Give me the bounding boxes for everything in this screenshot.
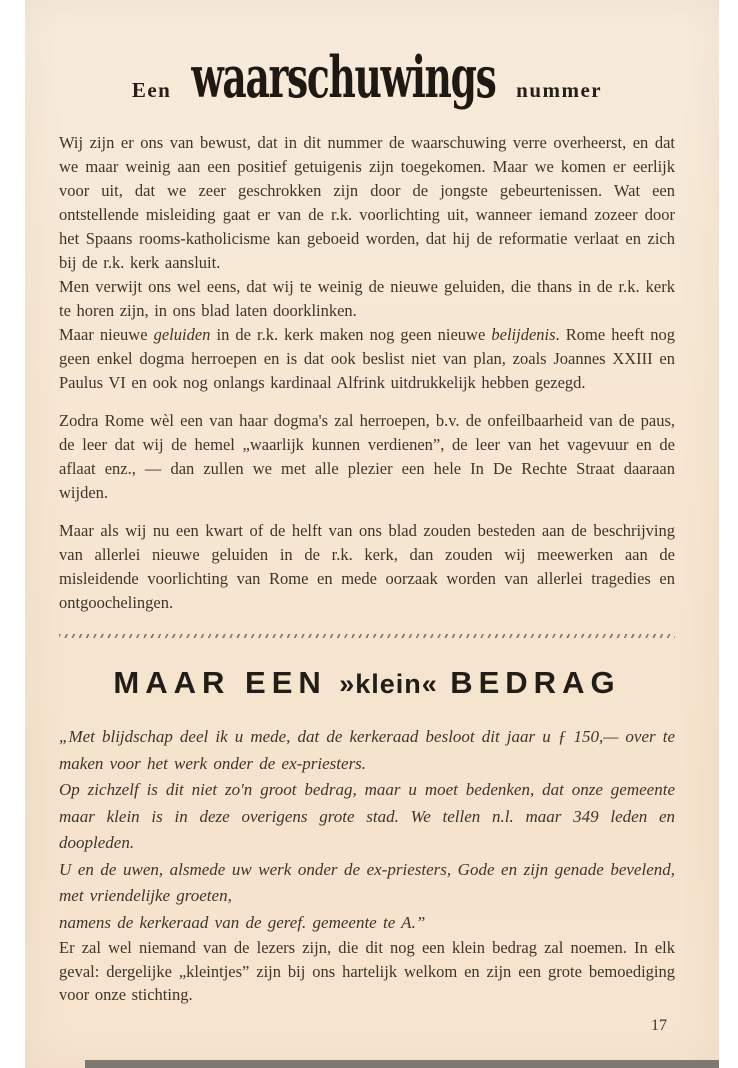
title1-prefix: Een	[131, 78, 172, 102]
title1-suffix: nummer	[516, 78, 603, 102]
article1-title	[59, 44, 675, 111]
paragraph-3-italic-word-2: belijdenis	[491, 325, 556, 344]
page-number: 17	[651, 1016, 667, 1034]
letter-line-2: Op zichzelf is dit niet zo'n groot bedrag, maar u moet bedenken, dat onze gemeente maar klein is in deze overigens grote stad. We tellen n.l. maar 349 leden en doopleden.	[59, 780, 675, 852]
paragraph-3-roman: in de r.k. kerk maken nog geen nieuwe	[210, 325, 492, 344]
paragraph-5: Maar als wij nu een kwart of de helft van ons blad zouden besteden aan de beschrijving van allerlei nieuwe geluiden in de r.k. kerk, dan zouden wij meewerken aan de misleidende voorlichting van Rome en mede oorzaak worden van allerlei tragedies en ontgoochelingen.	[59, 521, 675, 612]
paragraph-3-roman: Maar nieuwe	[59, 325, 154, 344]
title2-pre: MAAR EEN	[113, 665, 327, 700]
paragraph-3-italic-word-1: geluiden	[153, 325, 211, 344]
paragraph-6: Er zal wel niemand van de lezers zijn, die dit nog een klein bedrag zal noemen. In elk geval: dergelijke „kleintjes” zijn bij ons hartelijk welkom en zijn een grote bemoediging voor onze stichting.	[59, 938, 675, 1004]
paper-sheet	[25, 0, 719, 1068]
wavy-rule-divider	[59, 634, 675, 638]
paragraph-2: Men verwijt ons wel eens, dat wij te weinig de nieuwe geluiden, die thans in de r.k. kerk te horen zijn, in ons blad laten doorklinken.	[59, 277, 675, 320]
letter-line-4: namens de kerkeraad van de geref. gemeente te A.”	[59, 912, 426, 932]
paragraph-4: Zodra Rome wèl een van haar dogma's zal herroepen, b.v. de onfeilbaarheid van de paus, de leer dat wij de hemel „waarlijk kunnen verdienen”, de leer van het vagevuur en de aflaat enz., — dan zullen we met alle plezier een hele In De Rechte Straat daaraan wijden.	[59, 411, 675, 502]
title1-display-word: waarschuwings	[191, 44, 496, 111]
letter-line-1: „Met blijdschap deel ik u mede, dat de kerkeraad besloot dit jaar u ƒ 150,— over te maken voor het werk onder de ex-priesters.	[59, 727, 675, 773]
page-content	[25, 44, 719, 1035]
paragraph-1: Wij zijn er ons van bewust, dat in dit nummer de waarschuwing verre overheerst, en dat we maar weinig aan een positief getuigenis zijn toegekomen. Maar we komen er eerlijk voor uit, dat we zeer geschrokken zijn door de jongste gebeurtenissen. Wat een ontstellende misleiding gaat er van de r.k. voorlichting uit, wanneer iemand zozeer door het Spaans rooms-katholicisme kan geboeid worden, dat hij de reformatie verlaat en zich bij de r.k. kerk aansluit.	[59, 133, 675, 272]
article2-title	[59, 665, 675, 701]
paragraph-3-roman: . Rome heeft nog geen enkel dogma herroepen en is dat ook beslist niet van plan, zoals Joannes XXIII en Paulus VI en ook nog onlangs kardinaal Alfrink uitdrukkelijk hebben gezegd.	[59, 325, 675, 392]
title2-post: BEDRAG	[450, 665, 621, 700]
paragraph-3	[59, 323, 675, 395]
letter-line-3: U en de uwen, alsmede uw werk onder de ex-priesters, Gode en zijn genade bevelend, met vriendelijke groeten,	[59, 859, 675, 905]
title2-klein: »klein«	[339, 669, 438, 699]
scan-edge-artifact	[85, 1060, 719, 1068]
